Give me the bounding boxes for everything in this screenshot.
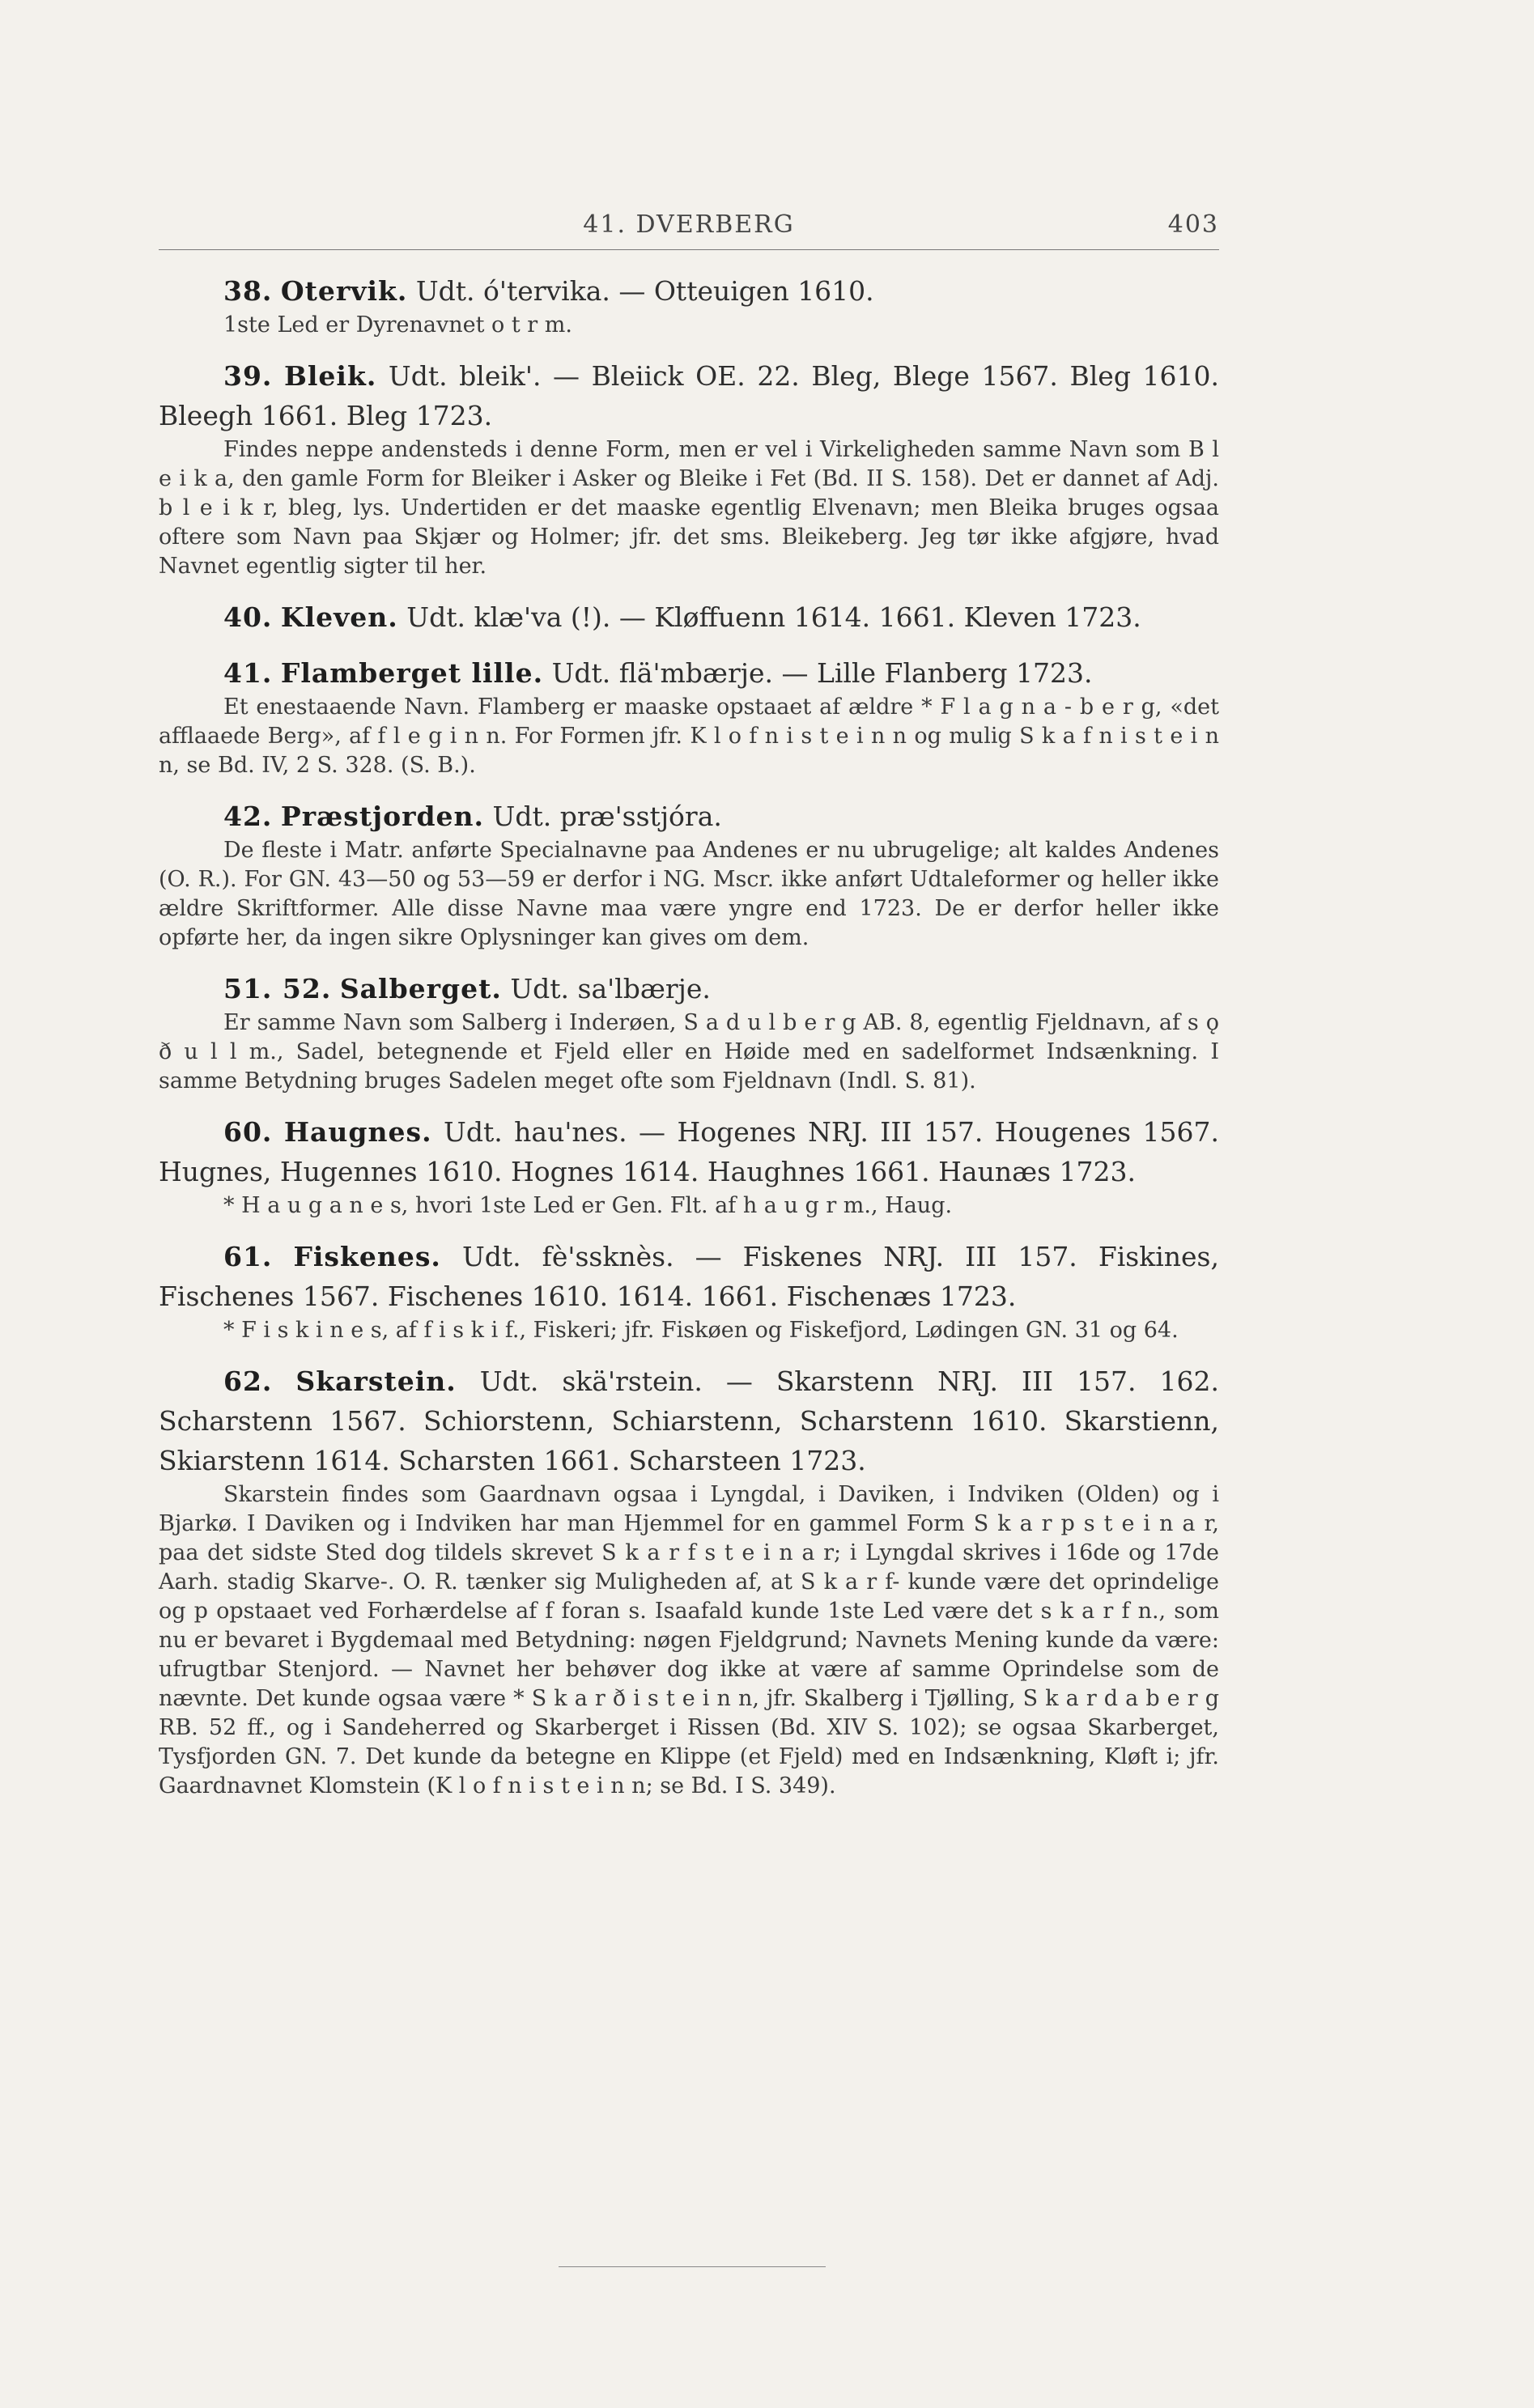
entry-name: Præstjorden. — [280, 801, 485, 832]
entry-42 — [159, 796, 1219, 953]
running-header — [159, 202, 1219, 251]
entry-51-52 — [159, 969, 1219, 1096]
entry-pronunciation-forms: Udt. bleik'. — Bleiick OE. 22. Bleg, Blege 1567. Bleg 1610. Bleegh 1661. Bleg 1723. — [159, 360, 1219, 431]
entry-heading — [159, 271, 1219, 311]
entry-pronunciation-forms: Udt. fè'ssknès. — Fiskenes NRJ. III 157. Fiskines, Fischenes 1567. Fischenes 1610. 1614. 1661. Fischenæs 1723. — [159, 1241, 1219, 1312]
entry-name: Salberget. — [339, 973, 502, 1004]
entry-number: 39. — [223, 360, 273, 392]
entry-pronunciation-forms: Udt. hau'nes. — Hogenes NRJ. III 157. Hougenes 1567. Hugnes, Hugennes 1610. Hognes 1614. Haughnes 1661. Haunæs 1723. — [159, 1116, 1219, 1187]
entry-name: Flamberget lille. — [280, 657, 544, 689]
entry-pronunciation-forms: Udt. flä'mbærje. — Lille Flanberg 1723. — [551, 657, 1093, 689]
entry-name: Bleik. — [284, 360, 377, 392]
entries — [159, 271, 1219, 1817]
entry-heading — [159, 796, 1219, 836]
entry-61 — [159, 1237, 1219, 1345]
entry-pronunciation-forms: Udt. skä'rstein. — Skarstenn NRJ. III 157. 162. Scharstenn 1567. Schiorstenn, Schiarstenn, Scharstenn 1610. Skarstienn, Skiarstenn 1614. Scharsten 1661. Scharsteen 1723. — [159, 1365, 1219, 1476]
entry-heading — [159, 1112, 1219, 1191]
entry-number: 60. — [223, 1116, 273, 1148]
entry-commentary: * H a u g a n e s, hvori 1ste Led er Gen. Flt. af h a u g r m., Haug. — [223, 1193, 953, 1218]
entry-pronunciation-forms: Udt. præ'sstjóra. — [492, 801, 722, 832]
entry-41 — [159, 653, 1219, 780]
entry-number: 38. — [223, 275, 273, 307]
entry-number: 62. — [223, 1365, 273, 1397]
header-rule — [159, 249, 1219, 250]
entry-name: Skarstein. — [295, 1365, 457, 1397]
entry-38 — [159, 271, 1219, 340]
entry-commentary: Er samme Navn som Salberg i Inderøen, S a d u l b e r g AB. 8, egentlig Fjeldnavn, af s ǫ ð u l l m., Sadel, betegnende et Fjeld eller en Høide med en sadelformet Indsænkning. I samme Betydning bruges Sadelen meget ofte som Fjeldnavn (Indl. S. 81). — [159, 1010, 1219, 1094]
entry-commentary: De fleste i Matr. anførte Specialnavne paa Andenes er nu ubrugelige; alt kaldes Andenes (O. R.). For GN. 43—50 og 53—59 er derfor i NG. Mscr. ikke anført Udtaleformer og heller ikke ældre Skriftformer. Alle disse Navne maa være yngre end 1723. De er derfor heller ikke opførte her, da ingen sikre Oplysninger kan gives om dem. — [159, 838, 1219, 950]
entry-heading — [159, 969, 1219, 1009]
entry-pronunciation-forms: Udt. klæ'va (!). — Kløffuenn 1614. 1661. Kleven 1723. — [406, 601, 1141, 633]
entry-commentary: Findes neppe andensteds i denne Form, men er vel i Virkeligheden samme Navn som B l e i k a, den gamle Form for Bleiker i Asker og Bleike i Fet (Bd. II S. 158). Det er dannet af Adj. b l e i k r, bleg, lys. Undertiden er det maaske egentlig Elvenavn; men Bleika bruges ogsaa oftere som Navn paa Skjær og Holmer; jfr. det sms. Bleikeberg. Jeg tør ikke afgjøre, hvad Navnet egentlig sigter til her. — [159, 437, 1219, 579]
entry-60 — [159, 1112, 1219, 1221]
entry-number: 61. — [223, 1241, 273, 1272]
end-rule — [559, 2266, 826, 2267]
entry-number: 40. — [223, 601, 273, 633]
entry-name: Haugnes. — [283, 1116, 432, 1148]
page-number: 403 — [1167, 210, 1219, 239]
entry-heading — [159, 356, 1219, 435]
entry-62 — [159, 1361, 1219, 1801]
header-title: 41. DVERBERG — [583, 210, 795, 239]
entry-heading — [159, 1361, 1219, 1480]
entry-name: Otervik. — [280, 275, 408, 307]
entry-heading — [159, 1237, 1219, 1316]
entry-number: 51. 52. — [223, 973, 332, 1004]
entry-40 — [159, 597, 1219, 637]
entry-commentary: Et enestaaende Navn. Flamberg er maaske opstaaet af ældre * F l a g n a - b e r g, «det afflaaede Berg», af f l e g i n n. For Formen jfr. K l o f n i s t e i n n og mulig S k a f n i s t e i n n, se Bd. IV, 2 S. 328. (S. B.). — [159, 694, 1219, 778]
entry-number: 41. — [223, 657, 273, 689]
entry-commentary: Skarstein findes som Gaardnavn ogsaa i Lyngdal, i Daviken, i Indviken (Olden) og i Bjarkø. I Daviken og i Indviken har man Hjemmel for en gammel Form S k a r p s t e i n a r, paa det sidste Sted dog tildels skrevet S k a r f s t e i n a r; i Lyngdal skrives i 16de og 17de Aarh. stadig Skarve-. O. R. tænker sig Muligheden af, at S k a r f- kunde være det oprindelige og p opstaaet ved Forhærdelse af f foran s. Isaafald kunde 1ste Led være det s k a r f n., som nu er bevaret i Bygdemaal med Betydning: nøgen Fjeldgrund; Navnets Mening kunde da være: ufrugtbar Stenjord. — Navnet her behøver dog ikke at være af samme Oprindelse som de nævnte. Det kunde ogsaa være * S k a r ð i s t e i n n, jfr. Skalberg i Tjølling, S k a r d a b e r g RB. 52 ff., og i Sandeherred og Skarberget i Rissen (Bd. XIV S. 102); se ogsaa Skarberget, Tysfjorden GN. 7. Det kunde da betegne en Klippe (et Fjeld) med en Indsænkning, Kløft i; jfr. Gaardnavnet Klomstein (K l o f n i s t e i n n; se Bd. I S. 349). — [159, 1482, 1219, 1799]
entry-name: Kleven. — [280, 601, 398, 633]
entry-pronunciation-forms: Udt. sa'lbærje. — [510, 973, 711, 1004]
entry-number: 42. — [223, 801, 273, 832]
entry-heading — [159, 597, 1219, 637]
entry-39 — [159, 356, 1219, 581]
entry-commentary: * F i s k i n e s, af f i s k i f., Fiskeri; jfr. Fiskøen og Fiskefjord, Lødingen GN. 31 og 64. — [223, 1318, 1179, 1343]
entry-pronunciation-forms: Udt. ó'tervika. — Otteuigen 1610. — [415, 275, 874, 307]
entry-commentary: 1ste Led er Dyrenavnet o t r m. — [223, 312, 572, 338]
entry-name: Fiskenes. — [293, 1241, 441, 1272]
entry-heading — [159, 653, 1219, 693]
